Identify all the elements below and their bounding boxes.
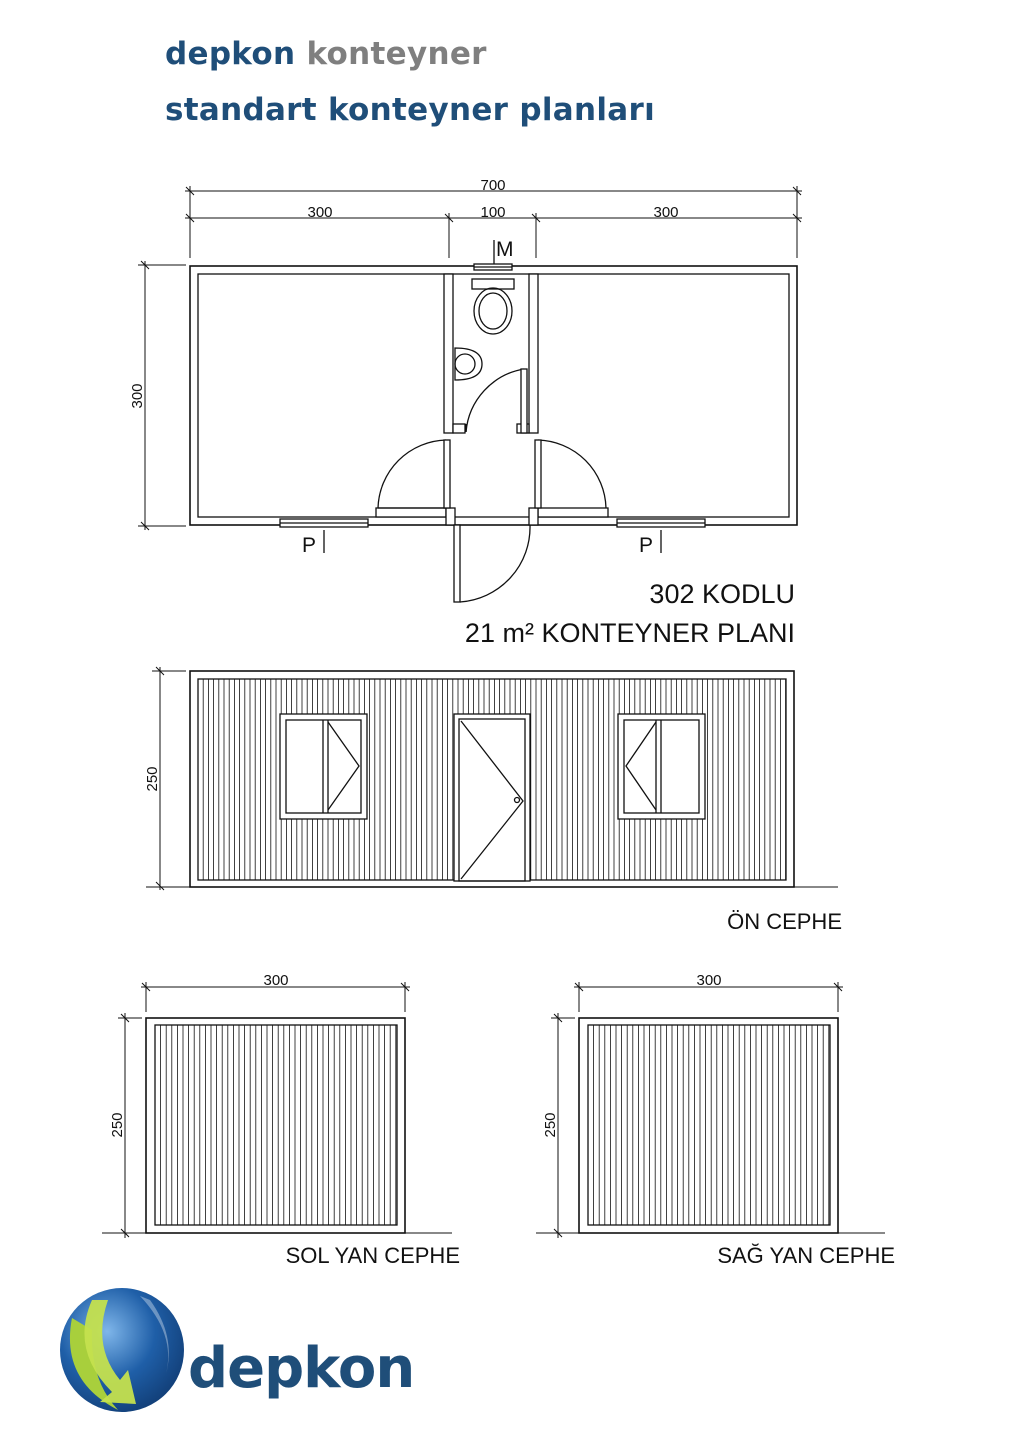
room-window-left	[280, 519, 368, 553]
toilet-icon	[472, 279, 514, 334]
depkon-logo-globe-icon	[60, 1288, 184, 1412]
header-subtitle: standart konteyner planları	[165, 92, 656, 128]
front-door	[454, 714, 530, 881]
inner-wall	[198, 274, 789, 517]
left-room-door	[378, 440, 450, 508]
plan-dimension-lines	[138, 186, 802, 530]
left-side-label: SOL YAN CEPHE	[285, 1243, 460, 1268]
dim-left-room: 300	[307, 204, 333, 221]
entrance-door	[454, 525, 530, 602]
outer-wall	[190, 266, 797, 525]
left-side-elevation	[102, 982, 452, 1238]
marker-p-right: P	[639, 534, 654, 557]
sink-icon	[455, 348, 482, 380]
front-elevation-label: ÖN CEPHE	[727, 909, 842, 934]
dim-middle: 100	[480, 204, 506, 221]
dim-right-room: 300	[653, 204, 679, 221]
right-room-door	[535, 440, 606, 508]
dim-right-height: 250	[542, 1112, 559, 1138]
right-side-elevation	[536, 982, 885, 1238]
left-cladding-ribs	[161, 1025, 396, 1225]
plan-code: 302 KODLU	[649, 579, 795, 609]
plan-name: 21 m² KONTEYNER PLANI	[464, 618, 795, 648]
dim-plan-depth: 300	[129, 383, 146, 409]
partition-walls	[376, 274, 608, 525]
product-name: konteyner	[306, 36, 487, 72]
floor-plan	[138, 186, 802, 602]
front-window-left	[280, 714, 367, 819]
dim-right-width: 300	[696, 972, 722, 989]
brand-name: depkon	[165, 36, 296, 72]
dim-left-height: 250	[109, 1112, 126, 1138]
room-window-right	[617, 519, 705, 553]
dim-total-width: 700	[480, 177, 506, 194]
marker-p-left: P	[302, 534, 317, 557]
right-side-label: SAĞ YAN CEPHE	[717, 1243, 895, 1268]
marker-m: M	[496, 238, 514, 261]
dim-front-height: 250	[144, 766, 161, 792]
right-cladding-ribs	[594, 1025, 829, 1225]
dim-left-width: 300	[263, 972, 289, 989]
front-window-right	[618, 714, 705, 819]
depkon-logo-text: depkon	[188, 1336, 415, 1401]
front-elevation	[146, 667, 838, 890]
